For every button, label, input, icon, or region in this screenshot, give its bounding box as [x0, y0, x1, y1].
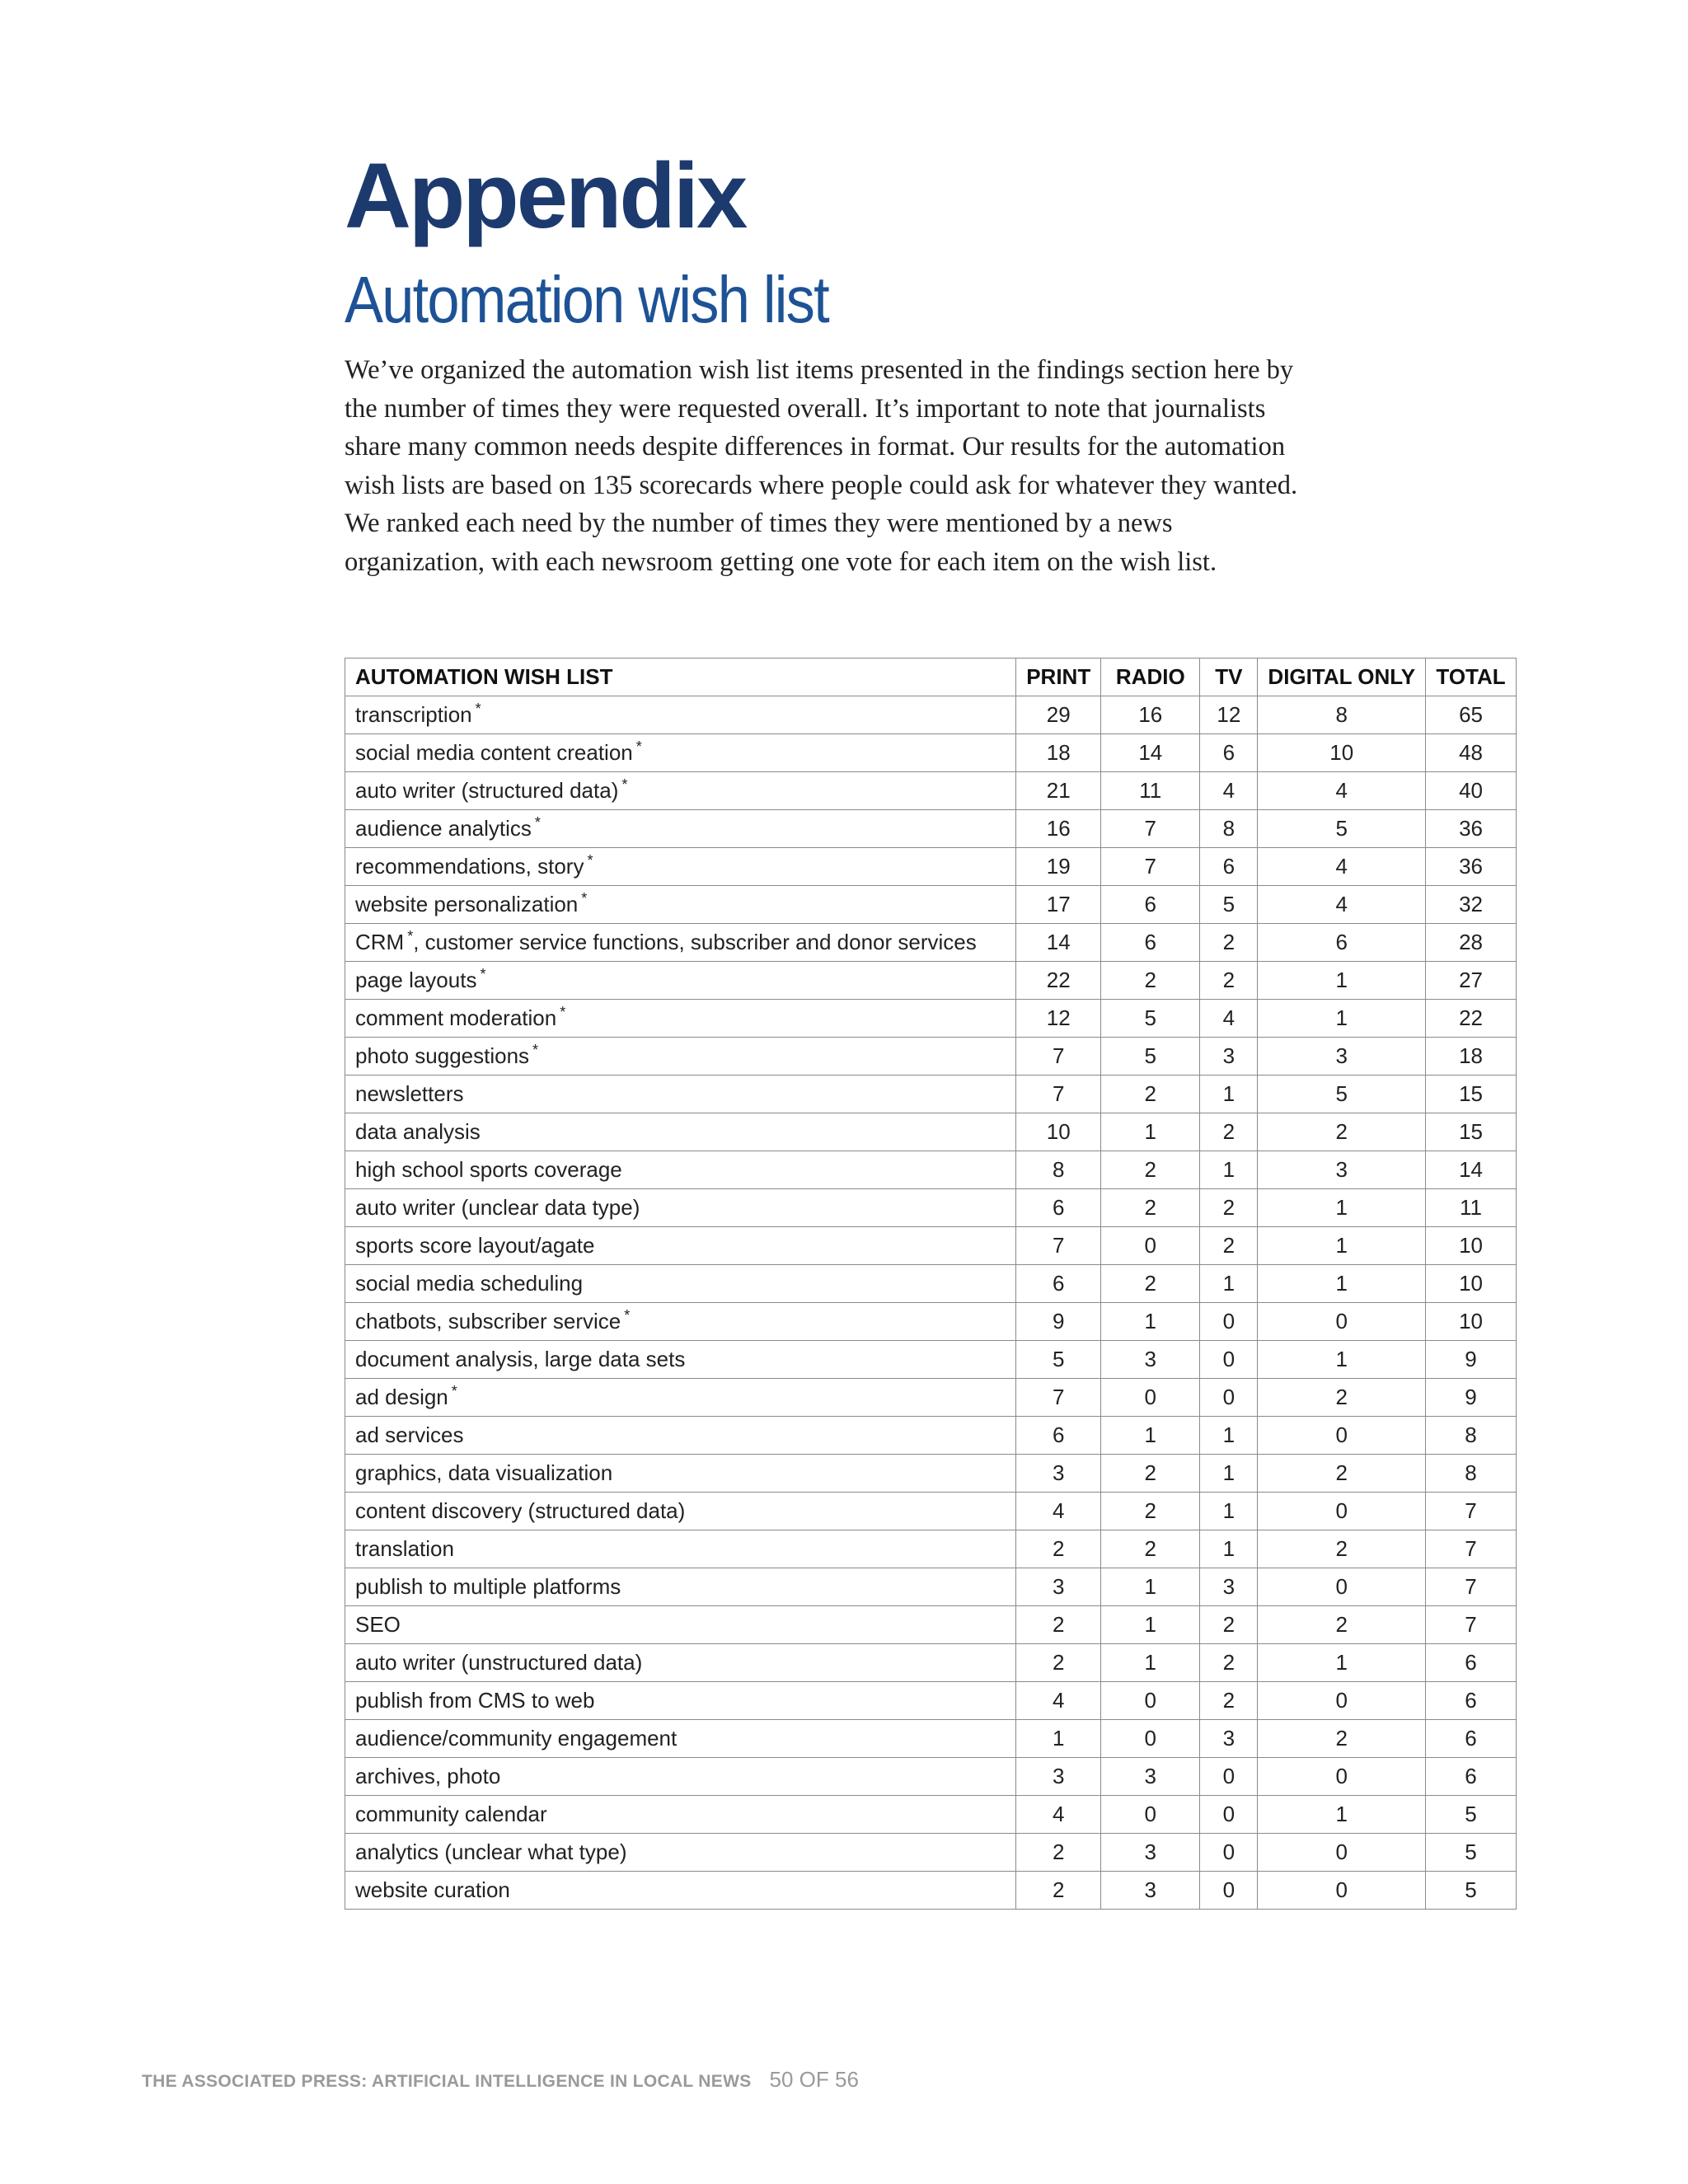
- table-row: [345, 1455, 1517, 1493]
- table-row: [345, 1265, 1517, 1303]
- item-label: page layouts: [355, 968, 477, 992]
- print-count-cell: 7: [1016, 1379, 1101, 1417]
- table-row: [345, 1341, 1517, 1379]
- total-count-cell: 11: [1426, 1189, 1517, 1227]
- item-cell: [345, 772, 1016, 810]
- total-count-cell: 7: [1426, 1568, 1517, 1606]
- item-cell: [345, 1644, 1016, 1682]
- item-label: transcription: [355, 702, 472, 727]
- column-header-total: TOTAL: [1426, 658, 1517, 696]
- item-cell: [345, 1834, 1016, 1872]
- item-cell: [345, 1000, 1016, 1038]
- item-label: SEO: [355, 1612, 401, 1637]
- total-count-cell: 7: [1426, 1493, 1517, 1530]
- radio-count-cell: 11: [1101, 772, 1200, 810]
- asterisk-marker: *: [624, 1307, 631, 1324]
- print-count-cell: 3: [1016, 1758, 1101, 1796]
- item-cell: [345, 1568, 1016, 1606]
- tv-count-cell: 1: [1200, 1493, 1258, 1530]
- print-count-cell: 19: [1016, 848, 1101, 886]
- table-row: [345, 1758, 1517, 1796]
- table-body: [345, 696, 1517, 1910]
- total-count-cell: 15: [1426, 1113, 1517, 1151]
- asterisk-marker: *: [587, 852, 593, 869]
- radio-count-cell: 0: [1101, 1682, 1200, 1720]
- total-count-cell: 5: [1426, 1796, 1517, 1834]
- table-row: [345, 1682, 1517, 1720]
- radio-count-cell: 0: [1101, 1796, 1200, 1834]
- print-count-cell: 2: [1016, 1606, 1101, 1644]
- item-cell: [345, 1455, 1016, 1493]
- radio-count-cell: 0: [1101, 1379, 1200, 1417]
- digital-only-count-cell: 2: [1258, 1113, 1426, 1151]
- item-cell: [345, 1417, 1016, 1455]
- print-count-cell: 14: [1016, 924, 1101, 962]
- tv-count-cell: 0: [1200, 1834, 1258, 1872]
- radio-count-cell: 2: [1101, 1455, 1200, 1493]
- item-cell: [345, 810, 1016, 848]
- tv-count-cell: 3: [1200, 1720, 1258, 1758]
- table-row: [345, 1303, 1517, 1341]
- print-count-cell: 5: [1016, 1341, 1101, 1379]
- item-label: chatbots, subscriber service: [355, 1309, 621, 1333]
- digital-only-count-cell: 5: [1258, 1076, 1426, 1113]
- item-label: website curation: [355, 1877, 510, 1902]
- item-label: analytics (unclear what type): [355, 1840, 627, 1864]
- digital-only-count-cell: 3: [1258, 1151, 1426, 1189]
- tv-count-cell: 3: [1200, 1568, 1258, 1606]
- radio-count-cell: 6: [1101, 924, 1200, 962]
- item-label: document analysis, large data sets: [355, 1347, 686, 1371]
- item-cell: [345, 1038, 1016, 1076]
- total-count-cell: 36: [1426, 848, 1517, 886]
- item-cell: [345, 1379, 1016, 1417]
- radio-count-cell: 0: [1101, 1720, 1200, 1758]
- table-row: [345, 1493, 1517, 1530]
- total-count-cell: 10: [1426, 1227, 1517, 1265]
- radio-count-cell: 3: [1101, 1834, 1200, 1872]
- table-row: [345, 1530, 1517, 1568]
- table-row: [345, 1038, 1517, 1076]
- total-count-cell: 32: [1426, 886, 1517, 924]
- tv-count-cell: 1: [1200, 1076, 1258, 1113]
- tv-count-cell: 1: [1200, 1417, 1258, 1455]
- print-count-cell: 2: [1016, 1644, 1101, 1682]
- asterisk-marker: *: [475, 701, 481, 718]
- digital-only-count-cell: 0: [1258, 1872, 1426, 1910]
- radio-count-cell: 2: [1101, 962, 1200, 1000]
- item-label: photo suggestions: [355, 1043, 530, 1068]
- asterisk-marker: *: [581, 890, 588, 907]
- item-label: newsletters: [355, 1081, 464, 1106]
- digital-only-count-cell: 3: [1258, 1038, 1426, 1076]
- item-cell: [345, 1606, 1016, 1644]
- table-row: [345, 1151, 1517, 1189]
- tv-count-cell: 0: [1200, 1758, 1258, 1796]
- item-cell: [345, 962, 1016, 1000]
- total-count-cell: 6: [1426, 1644, 1517, 1682]
- print-count-cell: 10: [1016, 1113, 1101, 1151]
- tv-count-cell: 2: [1200, 1644, 1258, 1682]
- table-row: [345, 1644, 1517, 1682]
- digital-only-count-cell: 4: [1258, 886, 1426, 924]
- radio-count-cell: 2: [1101, 1151, 1200, 1189]
- print-count-cell: 29: [1016, 696, 1101, 734]
- item-label: ad design: [355, 1385, 448, 1409]
- asterisk-marker: *: [621, 776, 628, 794]
- digital-only-count-cell: 1: [1258, 1189, 1426, 1227]
- tv-count-cell: 2: [1200, 962, 1258, 1000]
- table-row: [345, 1189, 1517, 1227]
- digital-only-count-cell: 0: [1258, 1682, 1426, 1720]
- item-label: audience/community engagement: [355, 1726, 678, 1750]
- digital-only-count-cell: 5: [1258, 810, 1426, 848]
- item-cell: [345, 1341, 1016, 1379]
- tv-count-cell: 3: [1200, 1038, 1258, 1076]
- digital-only-count-cell: 0: [1258, 1758, 1426, 1796]
- item-cell: [345, 1758, 1016, 1796]
- print-count-cell: 17: [1016, 886, 1101, 924]
- print-count-cell: 7: [1016, 1038, 1101, 1076]
- digital-only-count-cell: 2: [1258, 1530, 1426, 1568]
- radio-count-cell: 1: [1101, 1303, 1200, 1341]
- item-label: comment moderation: [355, 1005, 557, 1030]
- total-count-cell: 7: [1426, 1530, 1517, 1568]
- tv-count-cell: 6: [1200, 848, 1258, 886]
- print-count-cell: 8: [1016, 1151, 1101, 1189]
- column-header-radio: RADIO: [1101, 658, 1200, 696]
- digital-only-count-cell: 0: [1258, 1834, 1426, 1872]
- digital-only-count-cell: 0: [1258, 1417, 1426, 1455]
- print-count-cell: 6: [1016, 1265, 1101, 1303]
- item-label: social media content creation: [355, 740, 633, 765]
- table-row: [345, 848, 1517, 886]
- table-row: [345, 1076, 1517, 1113]
- tv-count-cell: 1: [1200, 1265, 1258, 1303]
- digital-only-count-cell: 4: [1258, 772, 1426, 810]
- radio-count-cell: 3: [1101, 1872, 1200, 1910]
- digital-only-count-cell: 2: [1258, 1720, 1426, 1758]
- item-label: social media scheduling: [355, 1271, 584, 1296]
- asterisk-marker: *: [560, 1004, 566, 1021]
- table-row: [345, 1872, 1517, 1910]
- radio-count-cell: 1: [1101, 1644, 1200, 1682]
- radio-count-cell: 3: [1101, 1758, 1200, 1796]
- total-count-cell: 48: [1426, 734, 1517, 772]
- radio-count-cell: 1: [1101, 1568, 1200, 1606]
- tv-count-cell: 0: [1200, 1872, 1258, 1910]
- digital-only-count-cell: 8: [1258, 696, 1426, 734]
- table-row: [345, 1606, 1517, 1644]
- radio-count-cell: 2: [1101, 1530, 1200, 1568]
- item-cell: [345, 1227, 1016, 1265]
- item-cell: [345, 1720, 1016, 1758]
- item-cell: [345, 1530, 1016, 1568]
- radio-count-cell: 0: [1101, 1227, 1200, 1265]
- item-cell: [345, 1796, 1016, 1834]
- table-header-row: [345, 658, 1517, 696]
- radio-count-cell: 1: [1101, 1113, 1200, 1151]
- digital-only-count-cell: 4: [1258, 848, 1426, 886]
- total-count-cell: 9: [1426, 1379, 1517, 1417]
- radio-count-cell: 2: [1101, 1493, 1200, 1530]
- print-count-cell: 7: [1016, 1227, 1101, 1265]
- total-count-cell: 8: [1426, 1417, 1517, 1455]
- table-row: [345, 1379, 1517, 1417]
- digital-only-count-cell: 0: [1258, 1303, 1426, 1341]
- item-cell: [345, 1682, 1016, 1720]
- tv-count-cell: 0: [1200, 1341, 1258, 1379]
- digital-only-count-cell: 0: [1258, 1568, 1426, 1606]
- item-label: audience analytics: [355, 816, 532, 841]
- section-subtitle: Automation wish list: [345, 263, 828, 336]
- radio-count-cell: 16: [1101, 696, 1200, 734]
- digital-only-count-cell: 0: [1258, 1493, 1426, 1530]
- total-count-cell: 22: [1426, 1000, 1517, 1038]
- column-header-print: PRINT: [1016, 658, 1101, 696]
- print-count-cell: 2: [1016, 1834, 1101, 1872]
- digital-only-count-cell: 1: [1258, 1227, 1426, 1265]
- print-count-cell: 1: [1016, 1720, 1101, 1758]
- print-count-cell: 22: [1016, 962, 1101, 1000]
- digital-only-count-cell: 10: [1258, 734, 1426, 772]
- item-cell: [345, 734, 1016, 772]
- item-label: publish to multiple platforms: [355, 1574, 621, 1599]
- print-count-cell: 16: [1016, 810, 1101, 848]
- digital-only-count-cell: 2: [1258, 1379, 1426, 1417]
- print-count-cell: 4: [1016, 1796, 1101, 1834]
- table-row: [345, 1000, 1517, 1038]
- tv-count-cell: 4: [1200, 772, 1258, 810]
- total-count-cell: 40: [1426, 772, 1517, 810]
- table-row: [345, 924, 1517, 962]
- item-cell: [345, 1303, 1016, 1341]
- tv-count-cell: 2: [1200, 1189, 1258, 1227]
- radio-count-cell: 2: [1101, 1265, 1200, 1303]
- total-count-cell: 6: [1426, 1720, 1517, 1758]
- item-cell: [345, 696, 1016, 734]
- tv-count-cell: 2: [1200, 924, 1258, 962]
- item-label: auto writer (structured data): [355, 778, 619, 803]
- tv-count-cell: 1: [1200, 1455, 1258, 1493]
- total-count-cell: 8: [1426, 1455, 1517, 1493]
- item-label: content discovery (structured data): [355, 1498, 686, 1523]
- print-count-cell: 2: [1016, 1530, 1101, 1568]
- item-label: archives, photo: [355, 1764, 501, 1788]
- total-count-cell: 18: [1426, 1038, 1517, 1076]
- item-label: translation: [355, 1536, 454, 1561]
- total-count-cell: 36: [1426, 810, 1517, 848]
- digital-only-count-cell: 1: [1258, 962, 1426, 1000]
- tv-count-cell: 5: [1200, 886, 1258, 924]
- radio-count-cell: 3: [1101, 1341, 1200, 1379]
- radio-count-cell: 1: [1101, 1606, 1200, 1644]
- item-label: auto writer (unstructured data): [355, 1650, 643, 1675]
- table-row: [345, 772, 1517, 810]
- digital-only-count-cell: 1: [1258, 1341, 1426, 1379]
- total-count-cell: 27: [1426, 962, 1517, 1000]
- total-count-cell: 6: [1426, 1758, 1517, 1796]
- radio-count-cell: 1: [1101, 1417, 1200, 1455]
- item-cell: [345, 1872, 1016, 1910]
- item-label: ad services: [355, 1422, 464, 1447]
- table-row: [345, 962, 1517, 1000]
- page-title: Appendix: [345, 144, 746, 247]
- table-row: [345, 886, 1517, 924]
- table-row: [345, 1417, 1517, 1455]
- tv-count-cell: 2: [1200, 1682, 1258, 1720]
- item-label: graphics, data visualization: [355, 1460, 613, 1485]
- tv-count-cell: 4: [1200, 1000, 1258, 1038]
- table-row: [345, 1568, 1517, 1606]
- column-header-item: AUTOMATION WISH LIST: [345, 658, 1016, 696]
- tv-count-cell: 2: [1200, 1606, 1258, 1644]
- item-cell: [345, 924, 1016, 962]
- item-label: publish from CMS to web: [355, 1688, 595, 1713]
- automation-wish-list-table: [345, 658, 1517, 1910]
- item-label-suffix: , customer service functions, subscriber and donor services: [413, 930, 977, 954]
- item-cell: [345, 1493, 1016, 1530]
- print-count-cell: 18: [1016, 734, 1101, 772]
- column-header-tv: TV: [1200, 658, 1258, 696]
- item-label: recommendations, story: [355, 854, 584, 879]
- item-label: data analysis: [355, 1119, 481, 1144]
- item-label: community calendar: [355, 1802, 547, 1826]
- table-row: [345, 1834, 1517, 1872]
- table-row: [345, 1796, 1517, 1834]
- print-count-cell: 3: [1016, 1455, 1101, 1493]
- tv-count-cell: 2: [1200, 1227, 1258, 1265]
- radio-count-cell: 7: [1101, 810, 1200, 848]
- print-count-cell: 6: [1016, 1189, 1101, 1227]
- page-number: 50 OF 56: [769, 2067, 859, 2092]
- total-count-cell: 10: [1426, 1265, 1517, 1303]
- digital-only-count-cell: 6: [1258, 924, 1426, 962]
- radio-count-cell: 2: [1101, 1076, 1200, 1113]
- item-cell: [345, 1151, 1016, 1189]
- item-cell: [345, 1189, 1016, 1227]
- print-count-cell: 21: [1016, 772, 1101, 810]
- item-cell: [345, 1265, 1016, 1303]
- total-count-cell: 65: [1426, 696, 1517, 734]
- tv-count-cell: 0: [1200, 1379, 1258, 1417]
- print-count-cell: 9: [1016, 1303, 1101, 1341]
- total-count-cell: 28: [1426, 924, 1517, 962]
- total-count-cell: 10: [1426, 1303, 1517, 1341]
- item-label: CRM: [355, 930, 405, 954]
- print-count-cell: 4: [1016, 1682, 1101, 1720]
- intro-paragraph: We’ve organized the automation wish list items presented in the findings section here by the number of times they were requested overall. It’s important to note that journalists share many common needs despite differences in format. Our results for the automation wish lists are based on 135 scorecards where people could ask for whatever they wanted. We ranked each need by the number of times they were mentioned by a news organization, with each newsroom getting one vote for each item on the wish list.: [345, 355, 1298, 577]
- total-count-cell: 14: [1426, 1151, 1517, 1189]
- asterisk-marker: *: [480, 966, 486, 983]
- digital-only-count-cell: 1: [1258, 1644, 1426, 1682]
- item-cell: [345, 886, 1016, 924]
- print-count-cell: 6: [1016, 1417, 1101, 1455]
- print-count-cell: 2: [1016, 1872, 1101, 1910]
- column-header-digital-only: DIGITAL ONLY: [1258, 658, 1426, 696]
- total-count-cell: 15: [1426, 1076, 1517, 1113]
- page-footer: [142, 2067, 859, 2093]
- radio-count-cell: 14: [1101, 734, 1200, 772]
- print-count-cell: 3: [1016, 1568, 1101, 1606]
- digital-only-count-cell: 1: [1258, 1796, 1426, 1834]
- table-row: [345, 1113, 1517, 1151]
- item-cell: [345, 1113, 1016, 1151]
- table-row: [345, 1227, 1517, 1265]
- print-count-cell: 4: [1016, 1493, 1101, 1530]
- item-label: auto writer (unclear data type): [355, 1195, 640, 1220]
- digital-only-count-cell: 2: [1258, 1455, 1426, 1493]
- radio-count-cell: 5: [1101, 1038, 1200, 1076]
- item-cell: [345, 1076, 1016, 1113]
- asterisk-marker: *: [635, 738, 642, 756]
- footer-publication: THE ASSOCIATED PRESS: ARTIFICIAL INTELLIGENCE IN LOCAL NEWS: [142, 2072, 752, 2091]
- item-label: sports score layout/agate: [355, 1233, 595, 1258]
- total-count-cell: 5: [1426, 1872, 1517, 1910]
- tv-count-cell: 0: [1200, 1796, 1258, 1834]
- print-count-cell: 12: [1016, 1000, 1101, 1038]
- asterisk-marker: *: [407, 928, 414, 945]
- asterisk-marker: *: [532, 1042, 539, 1059]
- tv-count-cell: 1: [1200, 1530, 1258, 1568]
- radio-count-cell: 2: [1101, 1189, 1200, 1227]
- table-row: [345, 810, 1517, 848]
- digital-only-count-cell: 1: [1258, 1265, 1426, 1303]
- radio-count-cell: 5: [1101, 1000, 1200, 1038]
- tv-count-cell: 6: [1200, 734, 1258, 772]
- tv-count-cell: 12: [1200, 696, 1258, 734]
- item-cell: [345, 848, 1016, 886]
- asterisk-marker: *: [451, 1383, 457, 1400]
- radio-count-cell: 7: [1101, 848, 1200, 886]
- table-row: [345, 1720, 1517, 1758]
- radio-count-cell: 6: [1101, 886, 1200, 924]
- tv-count-cell: 0: [1200, 1303, 1258, 1341]
- total-count-cell: 5: [1426, 1834, 1517, 1872]
- total-count-cell: 9: [1426, 1341, 1517, 1379]
- digital-only-count-cell: 1: [1258, 1000, 1426, 1038]
- item-label: high school sports coverage: [355, 1157, 622, 1182]
- tv-count-cell: 1: [1200, 1151, 1258, 1189]
- tv-count-cell: 8: [1200, 810, 1258, 848]
- total-count-cell: 6: [1426, 1682, 1517, 1720]
- asterisk-marker: *: [534, 814, 541, 832]
- tv-count-cell: 2: [1200, 1113, 1258, 1151]
- print-count-cell: 7: [1016, 1076, 1101, 1113]
- total-count-cell: 7: [1426, 1606, 1517, 1644]
- table-row: [345, 734, 1517, 772]
- digital-only-count-cell: 2: [1258, 1606, 1426, 1644]
- table-row: [345, 696, 1517, 734]
- item-label: website personalization: [355, 892, 579, 916]
